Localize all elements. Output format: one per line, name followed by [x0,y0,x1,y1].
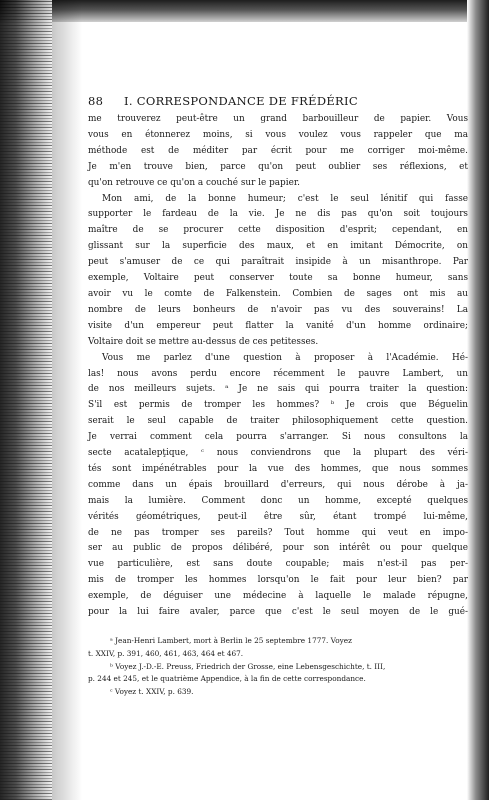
text-line: mis de tromper les hommes lorsqu'on le fait pour leur bien? par [88,575,468,586]
text-line: de nos meilleurs sujets. ᵃ Je ne sais qui pourra traiter la question: [88,384,468,395]
footnotes [88,635,468,699]
text-line: vérités géométriques, peut-il être sûr, étant trompé lui-même, [88,511,468,522]
text-line: secte acatalepţique, ᶜ nous conviendrons que la plupart des véri- [88,448,468,459]
text-line: vous en étonnerez moins, si vous voulez vous rappeler que ma [88,129,468,140]
text-line: comme dans un épais brouillard d'erreurs, qui nous dérobe à ja- [88,479,468,490]
running-header [88,94,468,108]
footnote-line: ᶜ Voyez t. XXIV, p. 639. [110,687,194,697]
text-line: Voltaire doit se mettre au-dessus de ces petitesses. [88,336,319,347]
text-line: Je m'en trouve bien, parce qu'on peut oublier ses réflexions, et [88,161,468,172]
text-line: me trouverez peut-être un grand barbouilleur de papier. Vous [88,114,468,124]
text-line: mais la lumière. Comment donc un homme, excepté quelques [88,495,468,506]
text-line: pour la lui faire avaler, parce que c'est le seul moyen de le gué- [88,607,468,618]
scan-right-shadow [467,0,489,800]
text-line: méthode est de méditer par écrit pour me corriger moi-même. [88,145,468,156]
text-line: Je verrai comment cela pourra s'arranger. Si nous consultons la [88,432,468,443]
text-line: exemple, de déguiser une médecine à laquelle le malade répugne, [88,591,468,602]
footnote-line: p. 244 et 245, et le quatrième Appendice, à la fin de cette correspondance. [88,674,366,684]
running-title: I. CORRESPONDANCE DE FRÉDÉRIC [124,94,358,108]
text-line: peut s'amuser de ce qui paraîtrait insipide à un misanthrope. Par [88,257,468,268]
text-line: vue particulière, est sans doute coupable; mais n'est-il pas per- [88,559,468,570]
text-line: Mon ami, de la bonne humeur; c'est le seul lénitif qui fasse [102,193,468,204]
text-line: qu'on retrouve ce qu'on a couché sur le papier. [88,177,300,188]
text-line: glissant sur la superficie des maux, et en imitant Démocrite, on [88,241,468,252]
footnote-line: ᵃ Jean-Henri Lambert, mort à Berlin le 25 septembre 1777. Voyez [110,636,352,645]
text-line: tés sont impénétrables pour la vue des hommes, que nous sommes [88,463,468,474]
text-line: ser au public de propos délibéré, pour son intérêt ou pour quelque [88,543,468,554]
text-line: Vous me parlez d'une question à proposer à l'Académie. Hé- [102,352,468,363]
text-line: exemple, Voltaire peut conserver toute sa bonne humeur, sans [88,273,468,284]
book-page [88,94,468,699]
text-line: visite d'un empereur peut flatter la vanité d'un homme ordinaire; [88,320,468,331]
text-line: S'il est permis de tromper les hommes? ᵇ Je crois que Béguelin [88,400,468,411]
page-number: 88 [88,94,104,108]
text-line: serait le seul capable de traiter philosophiquement cette question. [88,416,468,427]
footnote-line: ᵇ Voyez J.-D.-E. Preuss, Friedrich der Grosse, eine Lebensgeschichte, t. III, [110,661,386,671]
text-line: las! nous avons perdu encore récemment le pauvre Lambert, un [88,368,468,379]
scan-gutter-fade [52,0,82,800]
scan-gutter-shadow [0,0,52,800]
text-line: avoir vu le comte de Falkenstein. Combien de sages ont mis au [88,288,468,299]
text-line: supporter le fardeau de la vie. Je ne dis pas qu'on soit toujours [88,209,468,220]
text-line: maître de se procurer cette disposition d'esprit; cependant, en [88,225,468,236]
text-line: nombre de leurs bonheurs de n'avoir pas vu des souverains! La [88,304,468,315]
footnote-line: t. XXIV, p. 391, 460, 461, 463, 464 et 467. [88,648,244,658]
text-line: de ne pas tromper ses pareils? Tout homme qui veut en impo- [88,527,468,538]
letter-text [88,112,468,621]
